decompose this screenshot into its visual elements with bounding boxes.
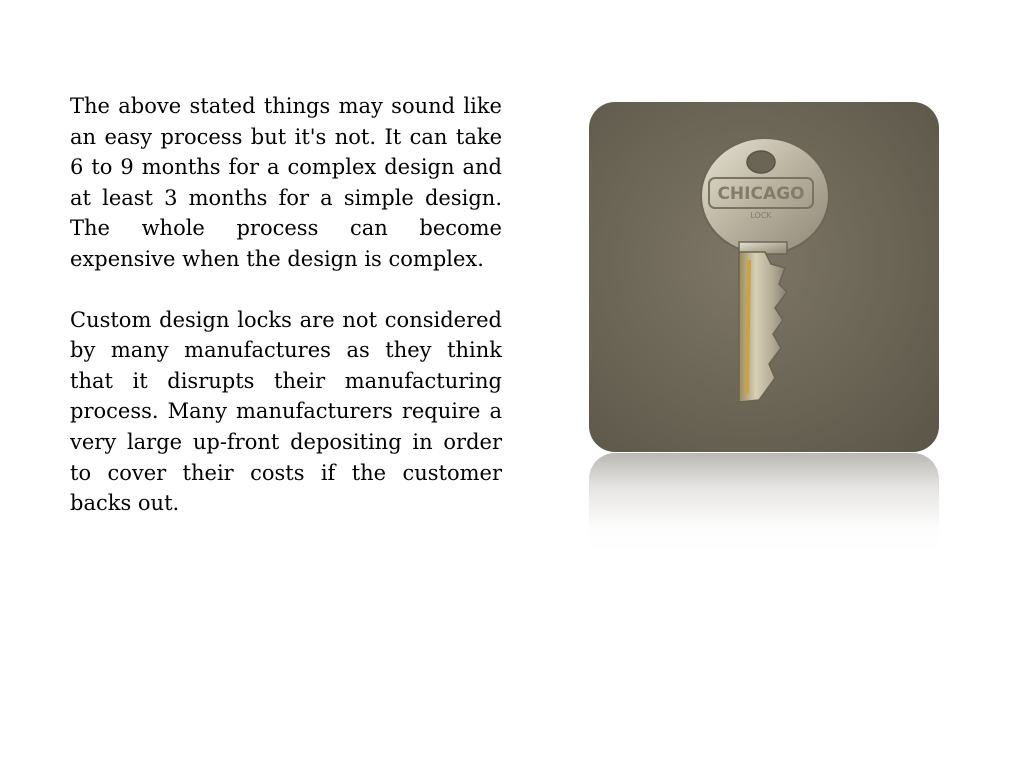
photo-reflection [589,453,939,553]
paragraph-process-time: The above stated things may sound like an easy process but it's not. It can take 6 to 9 months for a complex design and at least 3 months for a simple design. The whole process can become expensive when the design is complex. [70,94,502,271]
key-photo-frame [589,102,939,452]
key-photo-icon [589,102,939,452]
key-sub-text: LOCK [750,211,772,220]
key-head-text: CHICAGO [717,184,805,204]
body-text [70,91,502,519]
paragraph-custom-locks: Custom design locks are not considered by many manufactures as they think that it disrupts their manufacturing process. Many manufacturers require a very large up-front depositing in order to cover their costs if the customer backs out. [70,307,502,516]
key-photo [589,102,939,452]
